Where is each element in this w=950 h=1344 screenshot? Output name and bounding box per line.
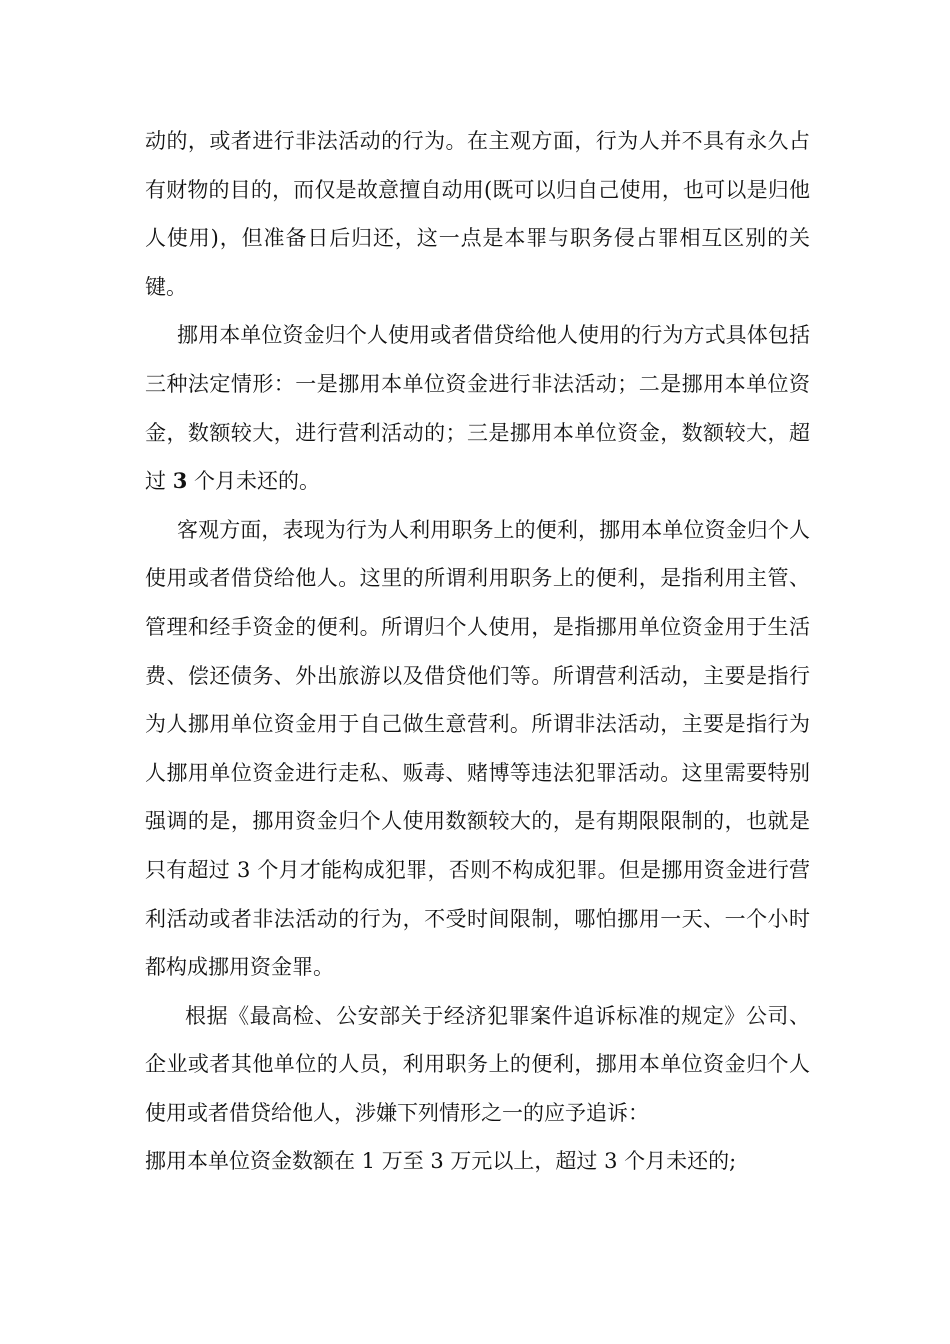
paragraph-behavior-types-text: 挪用本单位资金归个人使用或者借贷给他人使用的行为方式具体包括三种法定情形：一是挪用本单位资金进行非法活动；二是挪用本单位资金，数额较大，进行营利活动的；三是挪用本单位资金，数额较大，超过 (145, 323, 810, 494)
paragraph-continuation: 动的，或者进行非法活动的行为。在主观方面，行为人并不具有永久占有财物的目的，而仅是故意擅自动用(既可以归自己使用，也可以是归他人使用)，但准备日后归还，这一点是本罪与职务侵占罪相互区别的关键。 (145, 129, 810, 299)
paragraph-objective-aspect: 客观方面，表现为行为人利用职务上的便利，挪用本单位资金归个人使用或者借贷给他人。这里的所谓利用职务上的便利，是指利用主管、管理和经手资金的便利。所谓归个人使用，是指挪用单位资金用于生活费、偿还债务、外出旅游以及借贷他们等。所谓营利活动，主要是指行为人挪用单位资金用于自己做生意营利。所谓非法活动，主要是指行为人挪用单位资金进行走私、贩毒、赌博等违法犯罪活动。这里需要特别强调的是，挪用资金归个人使用数额较大的，是有期限限制的，也就是只有超过 3 个月才能构成犯罪，否则不构成犯罪。但是挪用资金进行营利活动或者非法活动的行为，不受时间限制，哪怕挪用一天、一个小时都构成挪用资金罪。 (145, 517, 810, 980)
paragraph-prosecution-standard: 根据《最高检、公安部关于经济犯罪案件追诉标准的规定》公司、企业或者其他单位的人员，利用职务上的便利，挪用本单位资金归个人使用或者借贷给他人，涉嫌下列情形之一的应予追诉： (145, 1003, 810, 1125)
paragraph-behavior-types (145, 311, 810, 505)
document-body (145, 117, 810, 1186)
paragraph-first-condition: 挪用本单位资金数额在 1 万至 3 万元以上，超过 3 个月未还的; (145, 1149, 737, 1174)
bold-three-months: 3 (172, 468, 188, 494)
paragraph-behavior-types-end: 个月未还的。 (194, 469, 320, 494)
